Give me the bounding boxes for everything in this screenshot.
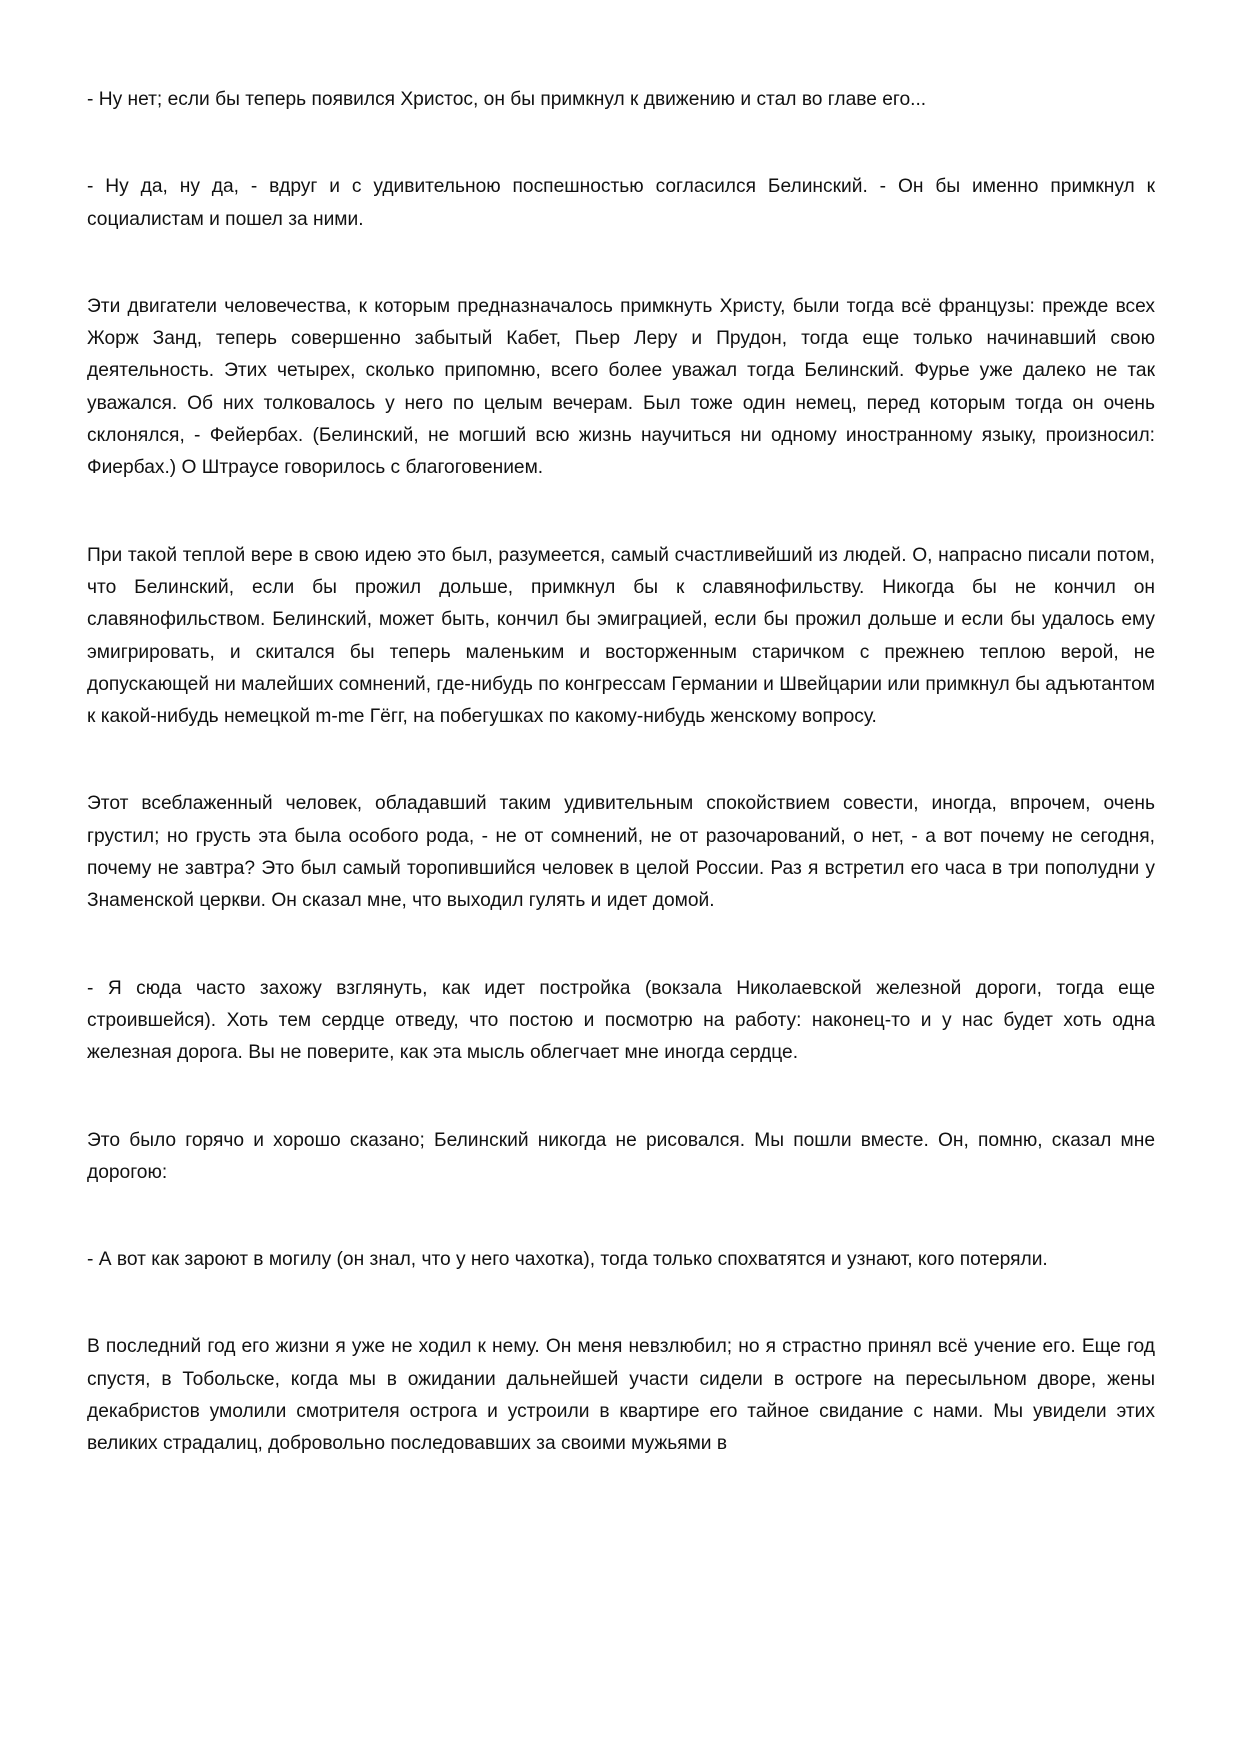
paragraph-9: В последний год его жизни я уже не ходил к нему. Он меня невзлюбил; но я страстно принял всё учение его. Еще год спустя, в Тобольске, когда мы в ожидании дальнейшей участи сидели в остроге на пересыльном дворе, жены декабристов умолили смотрителя острога и устроили в квартире его тайное свидание с нами. Мы увидели этих великих страдалиц, добровольно последовавших за своими мужьями в [87,1336,1155,1455]
paragraph-8: - А вот как зароют в могилу (он знал, что у него чахотка), тогда только спохватятся и узнают, кого потеряли. [87,1249,1048,1271]
paragraph-4: При такой теплой вере в свою идею это был, разумеется, самый счастливейший из людей. О, напрасно писали потом, что Белинский, если бы прожил дольше, примкнул бы к славянофильству. Никогда бы не кончил он славянофильством. Белинский, может быть, кончил бы эмиграцией, если бы прожил дольше и если бы удалось ему эмигрировать, и скитался бы теперь маленьким и восторженным старичком с прежнею теплою верой, не допускающей ни малейших сомнений, где-нибудь по конгрессам Германии и Швейцарии или примкнул бы адъютантом к какой-нибудь немецкой m-me Гёгг, на побегушках по какому-нибудь женскому вопросу. [87,544,1155,728]
paragraph-7: Это было горячо и хорошо сказано; Белинский никогда не рисовался. Мы пошли вместе. Он, помню, сказал мне дорогою: [87,1129,1155,1183]
paragraph-3: Эти двигатели человечества, к которым предназначалось примкнуть Христу, были тогда всё французы: прежде всех Жорж Занд, теперь совершенно забытый Кабет, Пьер Леру и Прудон, тогда еще только начинавший свою деятельность. Этих четырех, сколько припомню, всего более уважал тогда Белинский. Фурье уже далеко не так уважался. Об них толковалось у него по целым вечерам. Был тоже один немец, перед которым тогда он очень склонялся, - Фейербах. (Белинский, не могший всю жизнь научиться ни одному иностранному языку, произносил: Фиербах.) О Штраусе говорилось с благоговением. [87,295,1155,479]
paragraph-6: - Я сюда часто захожу взглянуть, как идет постройка (вокзала Николаевской железной дороги, тогда еще строившейся). Хоть тем сердце отведу, что постою и посмотрю на работу: наконец-то и у нас будет хоть одна железная дорога. Вы не поверите, как эта мысль облегчает мне иногда сердце. [87,977,1155,1064]
paragraph-1: - Ну нет; если бы теперь появился Христос, он бы примкнул к движению и стал во главе его... [87,89,927,110]
paragraph-5: Этот всеблаженный человек, обладавший таким удивительным спокойствием совести, иногда, впрочем, очень грустил; но грусть эта была особого рода, - не от сомнений, не от разочарований, о нет, - а вот почему не сегодня, почему не завтра? Это был самый торопившийся человек в целой России. Раз я встретил его часа в три пополудни у Знаменской церкви. Он сказал мне, что выходил гулять и идет домой. [87,793,1155,912]
paragraph-2: - Ну да, ну да, - вдруг и с удивительною поспешностью согласился Белинский. - Он бы именно примкнул к социалистам и пошел за ними. [87,176,1155,230]
document-page [87,84,1155,1461]
